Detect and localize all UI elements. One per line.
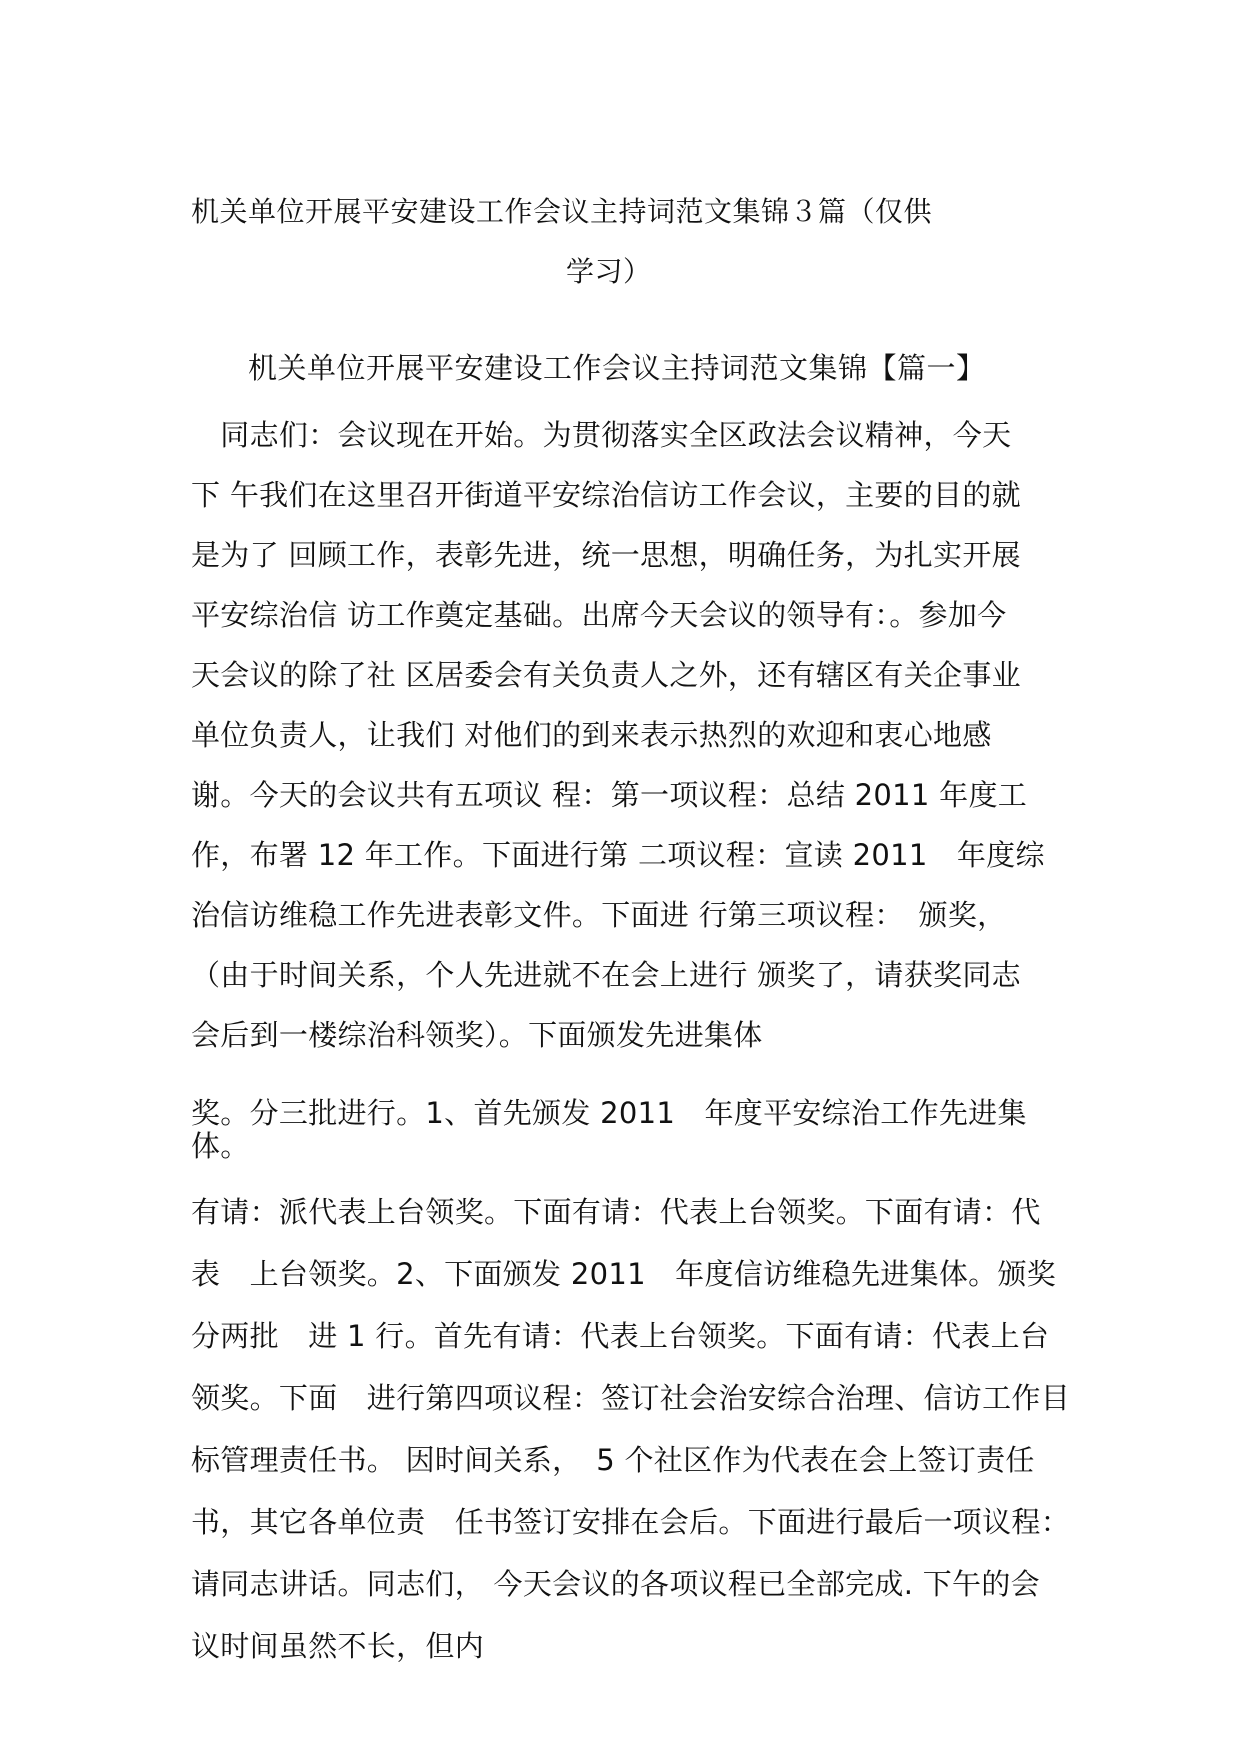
body-line: 奖。分三批进行。1、首先颁发 2011 年度平安综治工作先进集 bbox=[191, 1096, 1027, 1130]
body-line: 标管理责任书。 因时间关系， 5 个社区作为代表在会上签订责任 bbox=[191, 1443, 1035, 1477]
body-line: 表 上台领奖。2、下面颁发 2011 年度信访维稳先进集体。颁奖 bbox=[191, 1257, 1057, 1291]
document-title-line-1: 机关单位开展平安建设工作会议主持词范文集锦３篇（仅供 bbox=[191, 195, 933, 228]
body-line: 分两批 进 1 行。首先有请：代表上台领奖。下面有请：代表上台 bbox=[191, 1319, 1050, 1353]
body-line: 天会议的除了社 区居委会有关负责人之外，还有辖区有关企事业 bbox=[191, 658, 1021, 692]
body-line: （由于时间关系，个人先进就不在会上进行 颁奖了，请获奖同志 bbox=[191, 958, 1021, 992]
body-line: 请同志讲话。同志们， 今天会议的各项议程已全部完成. 下午的会 bbox=[191, 1567, 1040, 1601]
body-line: 是为了 回顾工作，表彰先进，统一思想，明确任务，为扎实开展 bbox=[191, 538, 1021, 572]
body-line: 谢。今天的会议共有五项议 程：第一项议程：总结 2011 年度工 bbox=[191, 778, 1028, 812]
body-line: 作，布署 12 年工作。下面进行第 二项议程：宣读 2011 年度综 bbox=[191, 838, 1045, 872]
body-line: 有请：派代表上台领奖。下面有请：代表上台领奖。下面有请：代 bbox=[191, 1195, 1041, 1229]
body-line: 领奖。下面 进行第四项议程：签订社会治安综合治理、信访工作目 bbox=[191, 1381, 1071, 1415]
body-line: 体。 bbox=[191, 1129, 250, 1163]
document-title-line-2: 学习） bbox=[566, 255, 652, 288]
body-line: 平安综治信 访工作奠定基础。出席今天会议的领导有：。参加今 bbox=[191, 598, 1007, 632]
body-line: 单位负责人，让我们 对他们的到来表示热烈的欢迎和衷心地感 bbox=[191, 718, 992, 752]
body-line: 下 午我们在这里召开街道平安综治信访工作会议，主要的目的就 bbox=[191, 478, 1021, 512]
body-line: 议时间虽然不长，但内 bbox=[191, 1629, 485, 1663]
body-line: 治信访维稳工作先进表彰文件。下面进 行第三项议程： 颁奖， bbox=[191, 898, 1007, 932]
body-line: 书，其它各单位责 任书签订安排在会后。下面进行最后一项议程： bbox=[191, 1505, 1071, 1539]
body-line: 会后到一楼综治科领奖）。下面颁发先进集体 bbox=[191, 1018, 763, 1052]
section-heading: 机关单位开展平安建设工作会议主持词范文集锦【篇一】 bbox=[248, 351, 986, 385]
body-line: 同志们：会议现在开始。为贯彻落实全区政法会议精神，今天 bbox=[191, 418, 1012, 452]
